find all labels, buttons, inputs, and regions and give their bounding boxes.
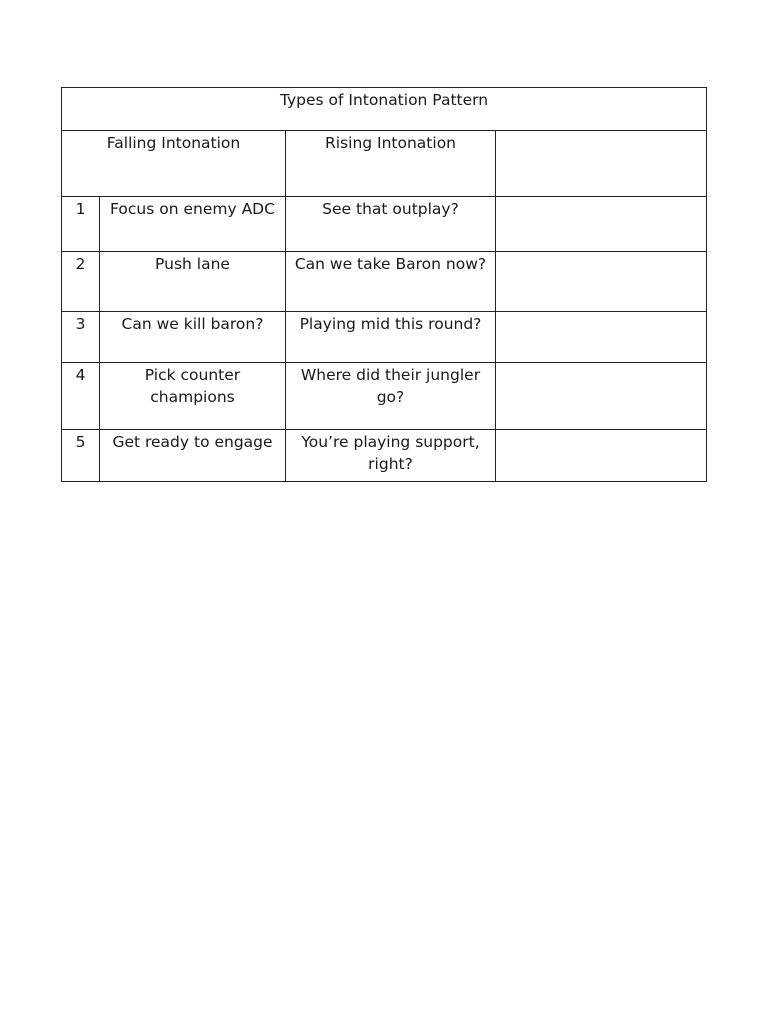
table-title: Types of Intonation Pattern <box>62 88 707 131</box>
row-number: 1 <box>62 197 100 252</box>
falling-intonation-cell: Pick counter champions <box>100 363 286 430</box>
row-number: 4 <box>62 363 100 430</box>
empty-cell <box>496 252 707 312</box>
table-row <box>62 312 707 363</box>
table-row <box>62 197 707 252</box>
table-title-row <box>62 88 707 131</box>
falling-intonation-cell: Can we kill baron? <box>100 312 286 363</box>
table-header-row <box>62 131 707 197</box>
row-number: 2 <box>62 252 100 312</box>
header-falling-intonation: Falling Intonation <box>62 131 286 197</box>
header-empty-cell <box>496 131 707 197</box>
header-rising-intonation: Rising Intonation <box>286 131 496 197</box>
row-number: 5 <box>62 430 100 482</box>
rising-intonation-cell: You’re playing support, right? <box>286 430 496 482</box>
falling-intonation-cell: Focus on enemy ADC <box>100 197 286 252</box>
empty-cell <box>496 363 707 430</box>
row-number: 3 <box>62 312 100 363</box>
falling-intonation-cell: Get ready to engage <box>100 430 286 482</box>
falling-intonation-cell: Push lane <box>100 252 286 312</box>
table-row <box>62 363 707 430</box>
empty-cell <box>496 312 707 363</box>
empty-cell <box>496 197 707 252</box>
rising-intonation-cell: Can we take Baron now? <box>286 252 496 312</box>
empty-cell <box>496 430 707 482</box>
rising-intonation-cell: Where did their jungler go? <box>286 363 496 430</box>
table-row <box>62 430 707 482</box>
table-row <box>62 252 707 312</box>
rising-intonation-cell: Playing mid this round? <box>286 312 496 363</box>
rising-intonation-cell: See that outplay? <box>286 197 496 252</box>
intonation-table <box>61 87 707 482</box>
